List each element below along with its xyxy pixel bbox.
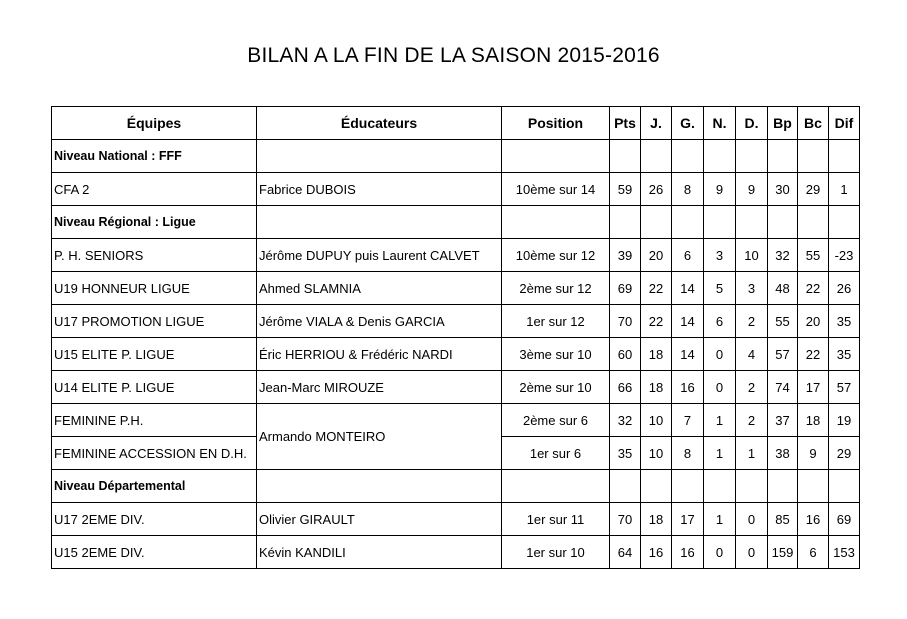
goal-diff-cell: -23 — [829, 239, 860, 272]
played-cell: 22 — [641, 272, 672, 305]
drawn-cell: 6 — [704, 305, 736, 338]
section-row — [52, 206, 860, 239]
goals-against-cell: 9 — [798, 437, 829, 470]
coach-cell: Fabrice DUBOIS — [257, 173, 502, 206]
goal-diff-cell: 57 — [829, 371, 860, 404]
goal-diff-cell: 35 — [829, 305, 860, 338]
drawn-cell: 9 — [704, 173, 736, 206]
table-row — [52, 239, 860, 272]
table-row — [52, 305, 860, 338]
table-row — [52, 173, 860, 206]
coach-cell: Olivier GIRAULT — [257, 503, 502, 536]
pts-cell: 35 — [610, 437, 641, 470]
pts-cell: 32 — [610, 404, 641, 437]
team-cell: U19 HONNEUR LIGUE — [52, 272, 257, 305]
col-header-teams: Équipes — [52, 107, 257, 140]
won-cell: 16 — [672, 536, 704, 569]
won-cell: 16 — [672, 371, 704, 404]
won-cell: 7 — [672, 404, 704, 437]
goals-against-cell: 55 — [798, 239, 829, 272]
goals-for-cell: 37 — [768, 404, 798, 437]
goal-diff-cell: 69 — [829, 503, 860, 536]
table-row — [52, 272, 860, 305]
goals-for-cell: 55 — [768, 305, 798, 338]
lost-cell: 9 — [736, 173, 768, 206]
pts-cell: 64 — [610, 536, 641, 569]
pts-cell: 60 — [610, 338, 641, 371]
won-cell: 14 — [672, 272, 704, 305]
goals-against-cell: 29 — [798, 173, 829, 206]
team-cell: U15 ELITE P. LIGUE — [52, 338, 257, 371]
col-header-goals-for: Bp — [768, 107, 798, 140]
goals-against-cell: 17 — [798, 371, 829, 404]
position-cell: 2ème sur 12 — [502, 272, 610, 305]
lost-cell: 2 — [736, 371, 768, 404]
played-cell: 18 — [641, 371, 672, 404]
position-cell: 2ème sur 6 — [502, 404, 610, 437]
drawn-cell: 1 — [704, 404, 736, 437]
col-header-goals-against: Bc — [798, 107, 829, 140]
pts-cell: 70 — [610, 305, 641, 338]
pts-cell: 39 — [610, 239, 641, 272]
position-cell: 1er sur 6 — [502, 437, 610, 470]
won-cell: 14 — [672, 338, 704, 371]
coach-cell: Jérôme DUPUY puis Laurent CALVET — [257, 239, 502, 272]
drawn-cell: 3 — [704, 239, 736, 272]
goals-against-cell: 20 — [798, 305, 829, 338]
team-cell: FEMININE ACCESSION EN D.H. — [52, 437, 257, 470]
goal-diff-cell: 26 — [829, 272, 860, 305]
position-cell: 1er sur 12 — [502, 305, 610, 338]
goals-for-cell: 30 — [768, 173, 798, 206]
section-label-departemental: Niveau Départemental — [52, 470, 257, 503]
pts-cell: 59 — [610, 173, 641, 206]
table-row — [52, 371, 860, 404]
goals-for-cell: 57 — [768, 338, 798, 371]
col-header-goal-difference: Dif — [829, 107, 860, 140]
position-cell: 3ème sur 10 — [502, 338, 610, 371]
goals-for-cell: 159 — [768, 536, 798, 569]
coach-cell: Ahmed SLAMNIA — [257, 272, 502, 305]
won-cell: 6 — [672, 239, 704, 272]
section-row — [52, 140, 860, 173]
col-header-points: Pts — [610, 107, 641, 140]
goals-for-cell: 48 — [768, 272, 798, 305]
team-cell: U17 2EME DIV. — [52, 503, 257, 536]
lost-cell: 3 — [736, 272, 768, 305]
position-cell: 1er sur 11 — [502, 503, 610, 536]
won-cell: 8 — [672, 173, 704, 206]
won-cell: 14 — [672, 305, 704, 338]
team-cell: CFA 2 — [52, 173, 257, 206]
coach-cell: Jean-Marc MIROUZE — [257, 371, 502, 404]
coach-cell: Armando MONTEIRO — [257, 404, 502, 470]
coach-cell: Éric HERRIOU & Frédéric NARDI — [257, 338, 502, 371]
goal-diff-cell: 29 — [829, 437, 860, 470]
team-cell: U14 ELITE P. LIGUE — [52, 371, 257, 404]
lost-cell: 4 — [736, 338, 768, 371]
coach-cell: Jérôme VIALA & Denis GARCIA — [257, 305, 502, 338]
played-cell: 22 — [641, 305, 672, 338]
goal-diff-cell: 153 — [829, 536, 860, 569]
team-cell: U17 PROMOTION LIGUE — [52, 305, 257, 338]
pts-cell: 70 — [610, 503, 641, 536]
drawn-cell: 0 — [704, 338, 736, 371]
goals-for-cell: 74 — [768, 371, 798, 404]
goals-against-cell: 18 — [798, 404, 829, 437]
lost-cell: 0 — [736, 503, 768, 536]
lost-cell: 0 — [736, 536, 768, 569]
played-cell: 10 — [641, 437, 672, 470]
results-table — [51, 106, 860, 569]
goals-for-cell: 85 — [768, 503, 798, 536]
played-cell: 26 — [641, 173, 672, 206]
table-row — [52, 404, 860, 437]
lost-cell: 2 — [736, 305, 768, 338]
team-cell: P. H. SENIORS — [52, 239, 257, 272]
goals-for-cell: 38 — [768, 437, 798, 470]
coach-cell: Kévin KANDILI — [257, 536, 502, 569]
goals-against-cell: 22 — [798, 272, 829, 305]
section-label-regional: Niveau Régional : Ligue — [52, 206, 257, 239]
drawn-cell: 0 — [704, 371, 736, 404]
drawn-cell: 5 — [704, 272, 736, 305]
header-row — [52, 107, 860, 140]
goals-against-cell: 22 — [798, 338, 829, 371]
goal-diff-cell: 35 — [829, 338, 860, 371]
table-row — [52, 338, 860, 371]
pts-cell: 66 — [610, 371, 641, 404]
played-cell: 16 — [641, 536, 672, 569]
team-cell: FEMININE P.H. — [52, 404, 257, 437]
section-label-national: Niveau National : FFF — [52, 140, 257, 173]
position-cell: 2ème sur 10 — [502, 371, 610, 404]
position-cell: 1er sur 10 — [502, 536, 610, 569]
played-cell: 18 — [641, 503, 672, 536]
col-header-won: G. — [672, 107, 704, 140]
played-cell: 10 — [641, 404, 672, 437]
col-header-played: J. — [641, 107, 672, 140]
team-cell: U15 2EME DIV. — [52, 536, 257, 569]
lost-cell: 1 — [736, 437, 768, 470]
played-cell: 20 — [641, 239, 672, 272]
col-header-position: Position — [502, 107, 610, 140]
goals-against-cell: 16 — [798, 503, 829, 536]
section-row — [52, 470, 860, 503]
col-header-lost: D. — [736, 107, 768, 140]
goal-diff-cell: 1 — [829, 173, 860, 206]
position-cell: 10ème sur 12 — [502, 239, 610, 272]
played-cell: 18 — [641, 338, 672, 371]
goals-for-cell: 32 — [768, 239, 798, 272]
drawn-cell: 0 — [704, 536, 736, 569]
lost-cell: 10 — [736, 239, 768, 272]
table-row — [52, 536, 860, 569]
drawn-cell: 1 — [704, 437, 736, 470]
col-header-drawn: N. — [704, 107, 736, 140]
col-header-coaches: Éducateurs — [257, 107, 502, 140]
lost-cell: 2 — [736, 404, 768, 437]
won-cell: 8 — [672, 437, 704, 470]
won-cell: 17 — [672, 503, 704, 536]
goal-diff-cell: 19 — [829, 404, 860, 437]
page-title: BILAN A LA FIN DE LA SAISON 2015-2016 — [247, 44, 660, 67]
goals-against-cell: 6 — [798, 536, 829, 569]
table-row — [52, 503, 860, 536]
pts-cell: 69 — [610, 272, 641, 305]
drawn-cell: 1 — [704, 503, 736, 536]
position-cell: 10ème sur 14 — [502, 173, 610, 206]
